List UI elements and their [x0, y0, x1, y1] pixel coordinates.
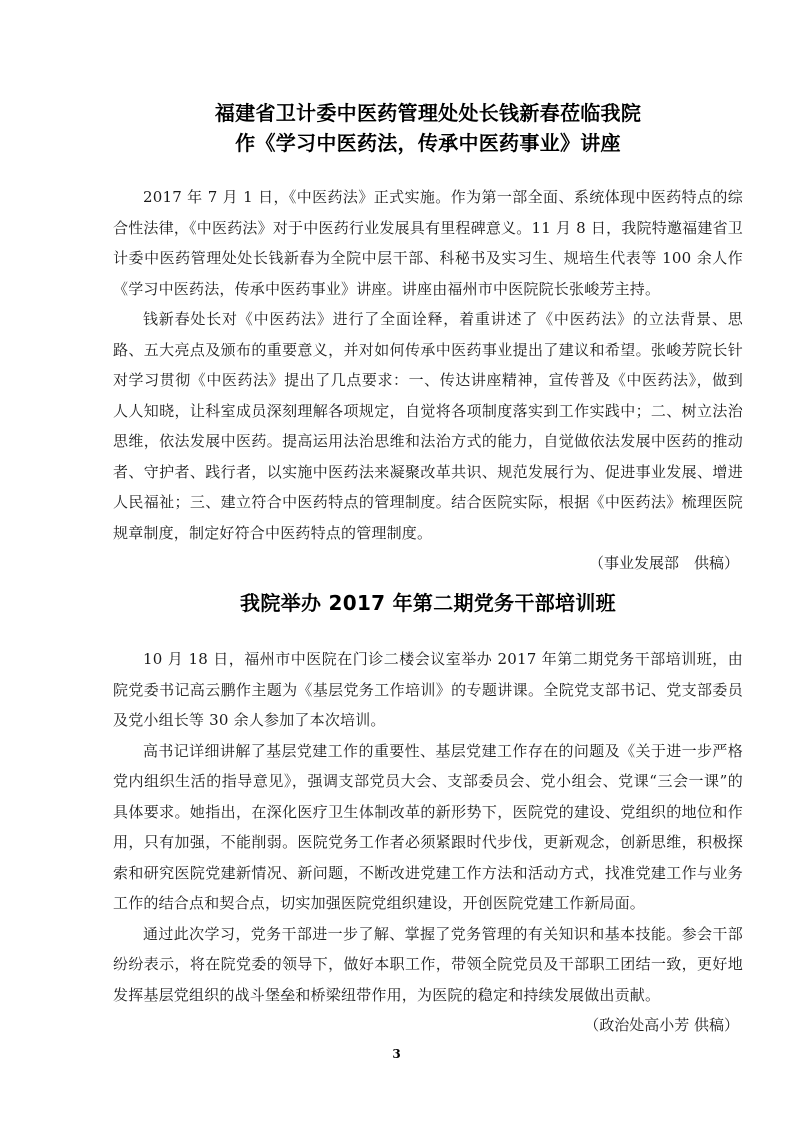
article-paragraph: 钱新春处长对《中医药法》进行了全面诠释，着重讲述了《中医药法》的立法背景、思路、五大亮点及颁布的重要意义，并对如何传承中医药事业提出了建议和希望。张峻芳院长针对学习贯彻《中医药法》提出了几点要求：一、传达讲座精神，宣传普及《中医药法》，做到人人知晓，让科室成员深刻理解各项规定，自觉将各项制度落实到工作实践中；二、树立法治思维，依法发展中医药。提高运用法治思维和法治方式的能力，自觉做依法发展中医药的推动者、守护者、践行者，以实施中医药法来凝聚改革共识、规范发展行为、促进事业发展、增进人民福祉；三、建立符合中医药特点的管理制度。结合医院实际，根据《中医药法》梳理医院规章制度，制定好符合中医药特点的管理制度。	[113, 310, 743, 542]
article-title: 我院举办 2017 年第二期党务干部培训班	[240, 591, 616, 615]
article-credit: （事业发展部 供稿）	[588, 554, 739, 572]
article-title-line-2: 作《学习中医药法，传承中医药事业》讲座	[235, 131, 621, 155]
page-number: 3	[392, 1047, 401, 1061]
article-paragraph: 2017 年 7 月 1 日，《中医药法》正式实施。作为第一部全面、系统体现中医药特点的综合性法律，《中医药法》对于中医药行业发展具有里程碑意义。11 月 8 日，我院特邀福建省卫计委中医药管理处处长钱新春为全院中层干部、科秘书及实习生、规培生代表等 100 余人作《学习中医药法，传承中医药事业》讲座。讲座由福州市中医院院长张峻芳主持。	[113, 188, 743, 298]
article-tcm-law-lecture	[113, 98, 743, 579]
article-party-training	[113, 588, 743, 1041]
article-paragraph: 高书记详细讲解了基层党建工作的重要性、基层党建工作存在的问题及《关于进一步严格党内组织生活的指导意见》，强调支部党员大会、支部委员会、党小组会、党课“三会一课”的具体要求。她指出，在深化医疗卫生体制改革的新形势下，医院党的建设、党组织的地位和作用，只有加强，不能削弱。医院党务工作者必须紧跟时代步伐，更新观念，创新思维，积极探索和研究医院党建新情况、新问题，不断改进党建工作方法和活动方式，找准党建工作与业务工作的结合点和契合点，切实加强医院党组织建设，开创医院党建工作新局面。	[113, 741, 743, 912]
article-paragraph: 通过此次学习，党务干部进一步了解、掌握了党务管理的有关知识和基本技能。参会干部纷纷表示，将在院党委的领导下，做好本职工作，带领全院党员及干部职工团结一致，更好地发挥基层党组织的战斗堡垒和桥梁纽带作用，为医院的稳定和持续发展做出贡献。	[113, 924, 743, 1004]
article-credit: （政治处高小芳 供稿）	[584, 1016, 739, 1034]
article-title-line-1: 福建省卫计委中医药管理处处长钱新春莅临我院	[214, 101, 642, 125]
article-paragraph: 10 月 18 日，福州市中医院在门诊二楼会议室举办 2017 年第二期党务干部培训班，由院党委书记高云鹏作主题为《基层党务工作培训》的专题讲课。全院党支部书记、党支部委员及党小组长等 30 余人参加了本次培训。	[113, 650, 743, 729]
